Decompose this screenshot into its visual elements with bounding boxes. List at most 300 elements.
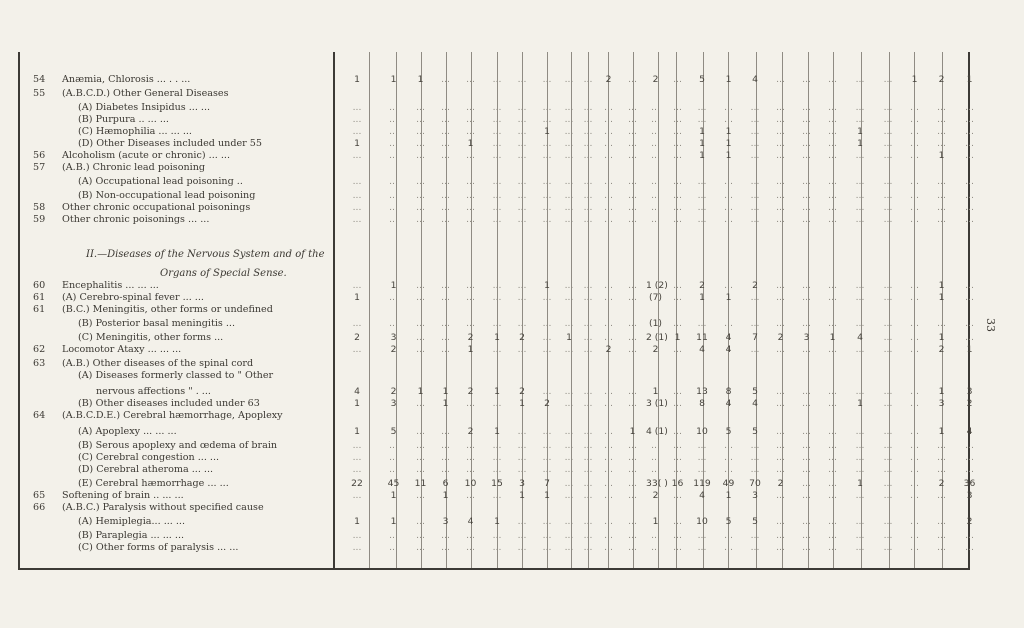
table-cell: 2: [519, 332, 525, 343]
empty-cell-dots: ...: [802, 398, 811, 409]
empty-cell-dots: ...: [673, 214, 682, 225]
empty-cell-dots: ...: [883, 440, 893, 451]
empty-cell-dots: ...: [828, 542, 837, 553]
table-cell: 4: [699, 490, 705, 501]
empty-cell-dots: ...: [542, 530, 552, 541]
table-cell: 4: [699, 344, 705, 355]
empty-cell-dots: ...: [492, 490, 502, 501]
empty-cell-dots: ...: [389, 190, 398, 201]
empty-cell-dots: ...: [750, 344, 760, 355]
empty-cell-dots: ...: [883, 202, 893, 213]
empty-cell-dots: ...: [441, 114, 450, 125]
empty-cell-dots: ...: [883, 516, 893, 527]
empty-cell-dots: ...: [965, 214, 974, 225]
table-cell: 1: [442, 386, 449, 397]
empty-cell-dots: ...: [910, 190, 919, 201]
empty-cell-dots: ...: [564, 74, 574, 85]
empty-cell-dots: ...: [441, 176, 450, 187]
row-label: (A) Hemiplegia... ... ...: [78, 516, 186, 527]
empty-cell-dots: ...: [937, 464, 946, 475]
empty-cell-dots: ...: [542, 332, 552, 343]
empty-cell-dots: ...: [937, 102, 946, 113]
empty-cell-dots: ...: [673, 398, 682, 409]
empty-cell-dots: ...: [776, 490, 785, 501]
table-cell: 2: [390, 386, 397, 397]
empty-cell-dots: ...: [466, 126, 475, 137]
empty-cell-dots: ...: [697, 202, 707, 213]
empty-cell-dots: ...: [416, 516, 425, 527]
empty-cell-dots: ...: [628, 542, 637, 553]
empty-cell-dots: ...: [651, 176, 660, 187]
empty-cell-dots: ...: [937, 440, 946, 451]
empty-cell-dots: ...: [389, 114, 398, 125]
row-label: (C) Hæmophilia ... ... ...: [78, 126, 192, 137]
empty-cell-dots: ...: [910, 126, 919, 137]
empty-cell-dots: ...: [389, 292, 398, 303]
empty-cell-dots: ...: [542, 440, 552, 451]
empty-cell-dots: ...: [492, 138, 502, 149]
table-cell: 10: [464, 478, 477, 489]
empty-cell-dots: ...: [583, 176, 593, 187]
empty-cell-dots: ...: [965, 292, 974, 303]
empty-cell-dots: ...: [416, 464, 425, 475]
table-cell: 2: [354, 332, 360, 343]
empty-cell-dots: ...: [466, 102, 475, 113]
empty-cell-dots: ...: [828, 102, 837, 113]
empty-cell-dots: ...: [604, 190, 613, 201]
empty-cell-dots: ...: [441, 126, 450, 137]
empty-cell-dots: ...: [776, 114, 785, 125]
empty-cell-dots: ...: [750, 440, 760, 451]
empty-cell-dots: ...: [628, 440, 637, 451]
empty-cell-dots: ...: [492, 464, 502, 475]
table-cell: 1: [857, 398, 863, 409]
empty-cell-dots: ...: [883, 398, 893, 409]
empty-cell-dots: ...: [776, 138, 785, 149]
empty-cell-dots: ...: [883, 426, 893, 437]
empty-cell-dots: ...: [855, 386, 865, 397]
empty-cell-dots: ...: [802, 176, 811, 187]
empty-cell-dots: ...: [352, 126, 362, 137]
empty-cell-dots: ...: [697, 542, 707, 553]
empty-cell-dots: ...: [564, 478, 574, 489]
empty-cell-dots: ...: [628, 386, 637, 397]
empty-cell-dots: ...: [352, 542, 362, 553]
empty-cell-dots: ...: [776, 530, 785, 541]
empty-cell-dots: ...: [389, 530, 398, 541]
empty-cell-dots: ...: [855, 102, 865, 113]
empty-cell-dots: ...: [776, 292, 785, 303]
empty-cell-dots: ...: [910, 542, 919, 553]
table-cell: 1: [519, 490, 525, 501]
empty-cell-dots: ...: [492, 280, 502, 291]
empty-cell-dots: ...: [697, 102, 707, 113]
empty-cell-dots: ...: [517, 464, 527, 475]
empty-cell-dots: ...: [604, 452, 613, 463]
table-cell: 2: [467, 426, 474, 437]
empty-cell-dots: ...: [651, 190, 660, 201]
empty-cell-dots: ...: [855, 292, 865, 303]
table-cell: 1: [467, 344, 474, 355]
table-cell: 1: [857, 126, 863, 137]
empty-cell-dots: ...: [965, 150, 974, 161]
table-cell: 2: [652, 74, 659, 85]
empty-cell-dots: ...: [855, 176, 865, 187]
empty-cell-dots: ...: [802, 478, 811, 489]
empty-cell-dots: ...: [828, 150, 837, 161]
empty-cell-dots: ...: [628, 398, 637, 409]
empty-cell-dots: ...: [802, 190, 811, 201]
empty-cell-dots: ...: [776, 102, 785, 113]
empty-cell-dots: ...: [416, 452, 425, 463]
empty-cell-dots: ...: [673, 280, 682, 291]
empty-cell-dots: ...: [352, 440, 362, 451]
empty-cell-dots: ...: [604, 318, 613, 329]
empty-cell-dots: ...: [583, 102, 593, 113]
table-cell: 5: [752, 426, 758, 437]
empty-cell-dots: ...: [441, 202, 450, 213]
empty-cell-dots: ...: [910, 452, 919, 463]
table-cell: 1: [519, 398, 525, 409]
row-label: Other chronic occupational poisonings: [62, 202, 251, 213]
empty-cell-dots: ...: [564, 398, 574, 409]
table-cell: 4: [752, 74, 758, 85]
empty-cell-dots: ...: [517, 138, 527, 149]
table-cell: 1: [494, 386, 500, 397]
table-cell: 3: [752, 490, 758, 501]
empty-cell-dots: ...: [750, 452, 760, 463]
table-cell: 1: [699, 126, 705, 137]
table-cell: 2: [544, 398, 550, 409]
table-cell: 11: [696, 332, 708, 343]
empty-cell-dots: ...: [583, 398, 593, 409]
empty-cell-dots: ...: [883, 344, 893, 355]
empty-cell-dots: ...: [965, 542, 974, 553]
empty-cell-dots: ...: [965, 440, 974, 451]
empty-cell-dots: ...: [352, 150, 362, 161]
empty-cell-dots: ...: [673, 150, 682, 161]
empty-cell-dots: ...: [604, 398, 613, 409]
empty-cell-dots: ...: [802, 530, 811, 541]
empty-cell-dots: ...: [883, 292, 893, 303]
empty-cell-dots: ...: [828, 176, 837, 187]
empty-cell-dots: ...: [492, 114, 502, 125]
empty-cell-dots: ...: [542, 102, 552, 113]
empty-cell-dots: ...: [583, 114, 593, 125]
table-cell: 7: [544, 478, 550, 489]
empty-cell-dots: ...: [965, 190, 974, 201]
empty-cell-dots: ...: [564, 176, 574, 187]
empty-cell-dots: ...: [466, 530, 475, 541]
empty-cell-dots: ...: [776, 280, 785, 291]
empty-cell-dots: ...: [651, 440, 660, 451]
empty-cell-dots: ...: [583, 440, 593, 451]
row-label: (B) Posterior basal meningitis ...: [78, 318, 236, 329]
empty-cell-dots: ...: [542, 386, 552, 397]
empty-cell-dots: ...: [651, 464, 660, 475]
empty-cell-dots: ...: [855, 280, 865, 291]
empty-cell-dots: ...: [564, 190, 574, 201]
empty-cell-dots: ...: [724, 114, 733, 125]
empty-cell-dots: ...: [466, 280, 475, 291]
table-cell: 119: [693, 478, 711, 489]
empty-cell-dots: ...: [542, 176, 552, 187]
empty-cell-dots: ...: [389, 214, 398, 225]
empty-cell-dots: ...: [802, 126, 811, 137]
table-cell: 1: [494, 332, 500, 343]
row-label: (A.B.) Chronic lead poisoning: [62, 162, 206, 173]
row-number: 61: [33, 304, 46, 315]
empty-cell-dots: ...: [697, 452, 707, 463]
empty-cell-dots: ...: [416, 440, 425, 451]
table-cell: 1: [354, 516, 360, 527]
empty-cell-dots: ...: [855, 344, 865, 355]
empty-cell-dots: ...: [883, 452, 893, 463]
empty-cell-dots: ...: [724, 176, 733, 187]
empty-cell-dots: ...: [441, 332, 450, 343]
empty-cell-dots: ...: [828, 386, 837, 397]
empty-cell-dots: ...: [389, 440, 398, 451]
row-label: Alcoholism (acute or chronic) ... ...: [62, 150, 230, 161]
empty-cell-dots: ...: [604, 102, 613, 113]
empty-cell-dots: ...: [517, 292, 527, 303]
page-number: 33: [984, 318, 997, 332]
empty-cell-dots: ...: [604, 478, 613, 489]
table-cell: 1: [699, 138, 705, 149]
table-cell: 5: [752, 516, 758, 527]
empty-cell-dots: ...: [828, 214, 837, 225]
empty-cell-dots: ...: [776, 74, 785, 85]
table-cell: 1: [354, 398, 360, 409]
empty-cell-dots: ...: [416, 490, 425, 501]
empty-cell-dots: ...: [802, 464, 811, 475]
table-cell: 1: [566, 332, 572, 343]
empty-cell-dots: ...: [855, 516, 865, 527]
empty-cell-dots: ...: [441, 344, 450, 355]
empty-cell-dots: ...: [910, 490, 919, 501]
empty-cell-dots: ...: [604, 150, 613, 161]
empty-cell-dots: ...: [441, 318, 450, 329]
empty-cell-dots: ...: [352, 318, 362, 329]
empty-cell-dots: ...: [910, 530, 919, 541]
empty-cell-dots: ...: [802, 292, 811, 303]
empty-cell-dots: ...: [910, 280, 919, 291]
empty-cell-dots: ...: [910, 386, 919, 397]
empty-cell-dots: ...: [965, 452, 974, 463]
table-cell: 1: [699, 150, 705, 161]
empty-cell-dots: ...: [583, 516, 593, 527]
empty-cell-dots: ...: [492, 214, 502, 225]
empty-cell-dots: ...: [883, 332, 893, 343]
empty-cell-dots: ...: [492, 190, 502, 201]
empty-cell-dots: ...: [564, 516, 574, 527]
empty-cell-dots: ...: [724, 190, 733, 201]
empty-cell-dots: ...: [965, 126, 974, 137]
empty-cell-dots: ...: [542, 202, 552, 213]
row-label: (A) Occupational lead poisoning ..: [78, 176, 243, 187]
empty-cell-dots: ...: [883, 542, 893, 553]
empty-cell-dots: ...: [776, 176, 785, 187]
table-cell: 2: [938, 478, 945, 489]
empty-cell-dots: ...: [628, 318, 637, 329]
empty-cell-dots: ...: [965, 280, 974, 291]
row-label: Anæmia, Chlorosis ... . . ...: [62, 74, 191, 85]
empty-cell-dots: ...: [542, 516, 552, 527]
table-cell: 1: [494, 426, 500, 437]
empty-cell-dots: ...: [910, 318, 919, 329]
empty-cell-dots: ...: [542, 214, 552, 225]
empty-cell-dots: ...: [883, 74, 893, 85]
row-number: 54: [33, 74, 46, 85]
empty-cell-dots: ...: [416, 332, 425, 343]
table-bottom-border: [18, 568, 970, 570]
table-cell: 22: [351, 478, 363, 489]
empty-cell-dots: ...: [416, 126, 425, 137]
empty-cell-dots: ...: [828, 478, 837, 489]
empty-cell-dots: ...: [651, 452, 660, 463]
empty-cell-dots: ...: [883, 214, 893, 225]
empty-cell-dots: ...: [910, 292, 919, 303]
empty-cell-dots: ...: [628, 202, 637, 213]
table-cell: 13: [696, 386, 708, 397]
empty-cell-dots: ...: [604, 202, 613, 213]
empty-cell-dots: ...: [750, 190, 760, 201]
empty-cell-dots: ...: [583, 490, 593, 501]
row-label: (C) Meningitis, other forms ...: [78, 332, 224, 343]
table-cell: 1: [544, 280, 550, 291]
empty-cell-dots: ...: [651, 214, 660, 225]
empty-cell-dots: ...: [965, 318, 974, 329]
table-cell: 1: [938, 280, 945, 291]
empty-cell-dots: ...: [883, 386, 893, 397]
empty-cell-dots: ...: [604, 292, 613, 303]
row-label: (C) Other forms of paralysis ... ...: [78, 542, 239, 553]
empty-cell-dots: ...: [724, 202, 733, 213]
empty-cell-dots: ...: [542, 426, 552, 437]
empty-cell-dots: ...: [542, 318, 552, 329]
row-label: (D) Other Diseases included under 55: [78, 138, 262, 149]
empty-cell-dots: ...: [352, 490, 362, 501]
table-cell: 15: [491, 478, 503, 489]
empty-cell-dots: ...: [628, 280, 637, 291]
section-heading-line2: Organs of Special Sense.: [160, 268, 287, 279]
empty-cell-dots: ...: [724, 214, 733, 225]
row-label: (A) Cerebro-spinal fever ... ...: [62, 292, 204, 303]
empty-cell-dots: ...: [828, 490, 837, 501]
empty-cell-dots: ...: [750, 176, 760, 187]
empty-cell-dots: ...: [883, 318, 893, 329]
table-cell: 1: [354, 292, 360, 303]
empty-cell-dots: ...: [937, 190, 946, 201]
row-label: (C) Cerebral congestion ... ...: [78, 452, 220, 463]
empty-cell-dots: ...: [673, 176, 682, 187]
empty-cell-dots: ...: [517, 102, 527, 113]
empty-cell-dots: ...: [802, 344, 811, 355]
empty-cell-dots: ...: [441, 214, 450, 225]
table-cell: 2: [938, 74, 945, 85]
empty-cell-dots: ...: [492, 150, 502, 161]
empty-cell-dots: ...: [828, 138, 837, 149]
empty-cell-dots: ...: [441, 102, 450, 113]
empty-cell-dots: ...: [604, 516, 613, 527]
empty-cell-dots: ...: [628, 452, 637, 463]
empty-cell-dots: ...: [628, 490, 637, 501]
empty-cell-dots: ...: [441, 440, 450, 451]
table-cell: 2: [777, 478, 784, 489]
empty-cell-dots: ...: [492, 530, 502, 541]
empty-cell-dots: ...: [564, 126, 574, 137]
table-cell: 4: [725, 344, 732, 355]
empty-cell-dots: ...: [352, 114, 362, 125]
empty-cell-dots: ...: [910, 176, 919, 187]
empty-cell-dots: ...: [776, 318, 785, 329]
empty-cell-dots: ...: [802, 74, 811, 85]
empty-cell-dots: ...: [628, 292, 637, 303]
table-cell: 7: [752, 332, 758, 343]
empty-cell-dots: ...: [466, 214, 475, 225]
empty-cell-dots: ...: [604, 126, 613, 137]
empty-cell-dots: ...: [828, 440, 837, 451]
empty-cell-dots: ...: [828, 426, 837, 437]
table-cell: 1: [544, 126, 550, 137]
empty-cell-dots: ...: [583, 452, 593, 463]
empty-cell-dots: ...: [828, 530, 837, 541]
empty-cell-dots: ...: [517, 280, 527, 291]
empty-cell-dots: ...: [776, 386, 785, 397]
table-cell: 1: [966, 74, 973, 85]
empty-cell-dots: ...: [802, 452, 811, 463]
empty-cell-dots: ...: [776, 202, 785, 213]
row-number: 58: [33, 202, 46, 213]
empty-cell-dots: ...: [937, 318, 946, 329]
empty-cell-dots: ...: [564, 464, 574, 475]
empty-cell-dots: ...: [441, 452, 450, 463]
empty-cell-dots: ...: [724, 464, 733, 475]
empty-cell-dots: ...: [517, 440, 527, 451]
empty-cell-dots: ...: [750, 138, 760, 149]
empty-cell-dots: ...: [828, 292, 837, 303]
table-cell: 4: [467, 516, 474, 527]
empty-cell-dots: ...: [937, 114, 946, 125]
empty-cell-dots: ...: [828, 398, 837, 409]
row-label: Softening of brain .. ... ...: [62, 490, 184, 501]
table-cell: 4: [752, 398, 758, 409]
empty-cell-dots: ...: [673, 452, 682, 463]
empty-cell-dots: ...: [583, 318, 593, 329]
empty-cell-dots: ...: [724, 542, 733, 553]
empty-cell-dots: ...: [352, 214, 362, 225]
empty-cell-dots: ...: [883, 114, 893, 125]
empty-cell-dots: ...: [517, 114, 527, 125]
empty-cell-dots: ...: [416, 280, 425, 291]
row-label: (B) Paraplegia ... ... ...: [78, 530, 185, 541]
empty-cell-dots: ...: [697, 440, 707, 451]
table-cell: 2: [652, 344, 659, 355]
empty-cell-dots: ...: [828, 452, 837, 463]
empty-cell-dots: ...: [564, 318, 574, 329]
empty-cell-dots: ...: [389, 318, 398, 329]
empty-cell-dots: ...: [855, 114, 865, 125]
empty-cell-dots: ...: [828, 280, 837, 291]
table-cell: 5: [752, 386, 758, 397]
empty-cell-dots: ...: [828, 516, 837, 527]
table-cell: 49: [722, 478, 735, 489]
empty-cell-dots: ...: [965, 202, 974, 213]
table-cell: 10: [696, 516, 708, 527]
table-cell: 3: [803, 332, 810, 343]
empty-cell-dots: ...: [466, 202, 475, 213]
table-cell: 2: [467, 386, 474, 397]
